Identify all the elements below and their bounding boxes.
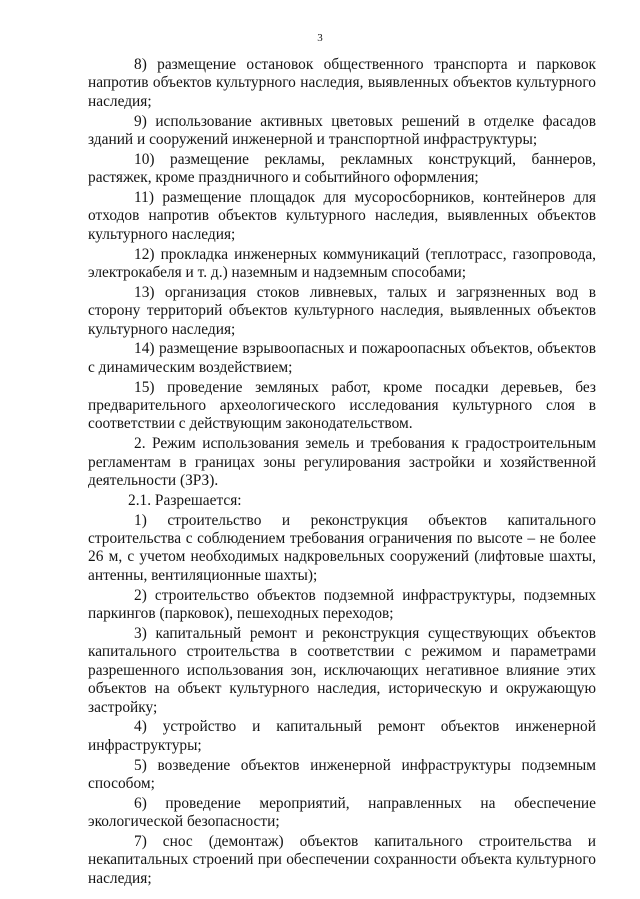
list-item-10: 10) размещение рекламы, рекламных конструкций, баннеров, растяжек, кроме праздничного и событийного оформления; — [88, 150, 596, 187]
allowed-item-7: 7) снос (демонтаж) объектов капитального строительства и некапитальных строений при обеспечении сохранности объекта культурного наследия; — [88, 832, 596, 887]
document-body — [88, 56, 596, 890]
list-item-12: 12) прокладка инженерных коммуникаций (теплотрасс, газопровода, электрокабеля и т. д.) наземным и надземным способами; — [88, 245, 596, 282]
allowed-item-4: 4) устройство и капитальный ремонт объектов инженерной инфраструктуры; — [88, 718, 596, 754]
section-heading-2: 2. Режим использования земель и требования к градостроительным регламентам в границах зоны регулирования застройки и хозяйственной деятельности (ЗРЗ). — [88, 435, 596, 490]
allowed-item-5: 5) возведение объектов инженерной инфраструктуры подземным способом; — [88, 756, 596, 792]
allowed-item-3: 3) капитальный ремонт и реконструкция существующих объектов капитального строительства в соответствии с режимом и параметрами разрешенного использования зон, исключающих негативное влияние этих объектов на объект культурного наследия, историческую и окружающую застройку; — [88, 624, 596, 716]
list-item-14: 14) размещение взрывоопасных и пожароопасных объектов, объектов с динамическим воздействием; — [88, 340, 596, 376]
list-item-8: 8) размещение остановок общественного транспорта и парковок напротив объектов культурного наследия, выявленных объектов культурного наследия; — [88, 56, 596, 110]
list-item-13: 13) организация стоков ливневых, талых и загрязненных вод в сторону территорий объектов культурного наследия, выявленных объектов культурного наследия; — [88, 283, 596, 338]
subsection-heading-2-1: 2.1. Разрешается: — [128, 491, 242, 509]
allowed-item-6: 6) проведение мероприятий, направленных на обеспечение экологической безопасности; — [88, 794, 596, 831]
list-item-11: 11) размещение площадок для мусоросборников, контейнеров для отходов напротив объектов культурного наследия, выявленных объектов культурного наследия; — [88, 189, 596, 243]
allowed-item-2: 2) строительство объектов подземной инфраструктуры, подземных паркингов (парковок), пешеходных переходов; — [88, 586, 596, 623]
list-item-9: 9) использование активных цветовых решений в отделке фасадов зданий и сооружений инженерной и транспортной инфраструктуры; — [88, 112, 596, 149]
list-item-15: 15) проведение земляных работ, кроме посадки деревьев, без предварительного археологического исследования культурного слоя в соответствии с действующим законодательством. — [88, 378, 596, 433]
page-number: 3 — [317, 32, 323, 44]
allowed-item-1: 1) строительство и реконструкция объектов капитального строительства с соблюдением требования ограничения по высоте – не более 26 м, с учетом необходимых надкровельных сооружений (лифтовые шахты, антенны, вентиляционные шахты); — [88, 511, 596, 584]
